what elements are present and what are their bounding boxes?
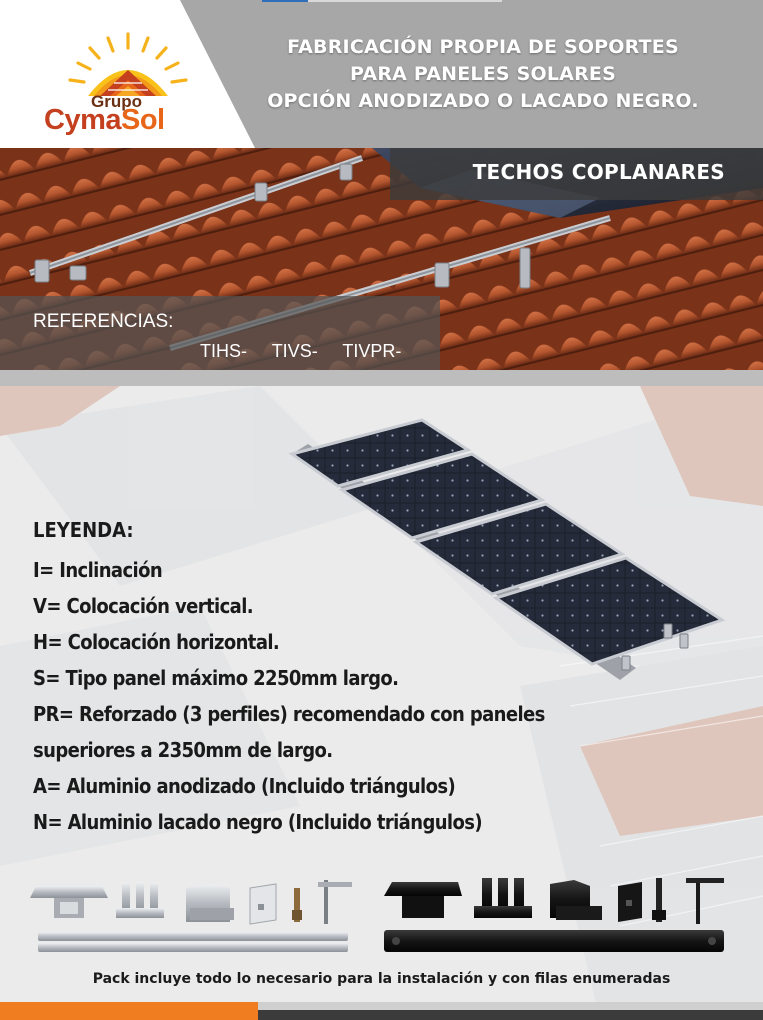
headline-line1: FABRICACIÓN PROPIA DE SOPORTES — [287, 36, 679, 58]
reference-code: TIHS- — [200, 341, 247, 361]
legend-item: I= Inclinación — [33, 558, 163, 582]
references-codes — [200, 341, 419, 362]
legend-item: H= Colocación horizontal. — [33, 630, 280, 654]
legend — [33, 516, 673, 840]
reference-code: TIVPR- — [342, 341, 402, 361]
footer-note: Pack incluye todo lo necesario para la instalación y con filas enumeradas — [92, 971, 671, 987]
section-divider — [0, 370, 763, 386]
mounting-kits — [30, 868, 735, 958]
reference-code: TIVS- — [271, 341, 318, 361]
headline-line2: PARA PANELES SOLARES — [350, 63, 616, 85]
top-rule-accent — [262, 0, 308, 2]
mounting-kit-black-icon — [384, 878, 724, 952]
legend-item: superiores a 2350mm de largo. — [33, 738, 333, 762]
bottom-bar-dark — [258, 1010, 763, 1020]
legend-item: S= Tipo panel máximo 2250mm largo. — [33, 666, 399, 690]
headline-line3: OPCIÓN ANODIZADO O LACADO NEGRO. — [267, 90, 699, 112]
legend-item: A= Aluminio anodizado (Incluido triángulos) — [33, 774, 456, 798]
headline — [238, 34, 728, 115]
brand-name-part2: Sol — [121, 104, 165, 136]
references-label: REFERENCIAS: — [33, 311, 174, 332]
legend-item: V= Colocación vertical. — [33, 594, 253, 618]
brand-grupo: Grupo — [91, 92, 142, 111]
legend-item: N= Aluminio lacado negro (Incluido triángulos) — [33, 810, 482, 834]
legend-title: LEYENDA: — [33, 518, 134, 542]
bottom-bar-accent — [0, 1002, 258, 1020]
mounting-kit-silver-icon — [30, 880, 352, 952]
brand-name-part1: Cyma — [44, 104, 121, 136]
brand-name — [44, 104, 165, 137]
legend-item: PR= Reforzado (3 perfiles) recomendado con paneles — [33, 702, 545, 726]
section-title: TECHOS COPLANARES — [472, 160, 725, 184]
